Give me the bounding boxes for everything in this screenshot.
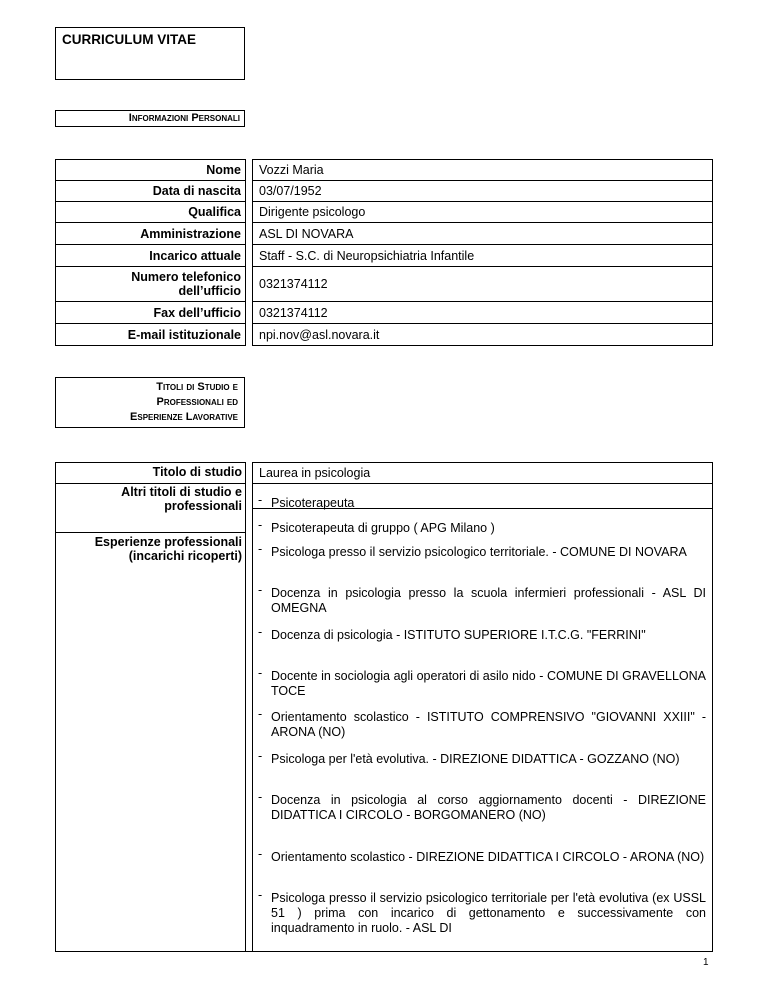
footer-rule [55,951,713,952]
list-item-text: Psicoterapeuta di gruppo ( APG Milano ) [271,521,495,535]
list-item [253,847,712,865]
list-item-text: Psicologa presso il servizio psicologico territoriale per l'età evolutiva (ex USSL 51 ) prima con incarico di gettonamento e successivamente con inquadramento in ruolo. - ASL DI [271,891,706,935]
list-item [253,666,712,699]
value-data-nascita: 03/07/1952 [252,180,713,202]
list-dash: - [258,518,263,532]
list-item [253,707,712,740]
list-item [253,790,712,823]
label-email: E-mail istituzionale [55,323,246,346]
experience-list [252,483,713,951]
list-item-text: Docente in sociologia agli operatori di asilo nido - COMUNE DI GRAVELLONA TOCE [271,669,706,698]
list-dash: - [258,888,263,902]
list-dash: - [258,542,263,556]
list-item-text: Docenza di psicologia - ISTITUTO SUPERIORE I.T.C.G. "FERRINI" [271,628,646,642]
label-altri-titoli-line1: Altri titoli di studio e [121,485,242,499]
label-altri-titoli [55,485,246,513]
list-dash: - [258,583,263,597]
value-incarico: Staff - S.C. di Neuropsichiatria Infantile [252,244,713,267]
list-dash: - [258,493,263,507]
list-item-text: Docenza in psicologia presso la scuola infermieri professionali - ASL DI OMEGNA [271,586,706,615]
list-item-text: Psicologa per l'età evolutiva. - DIREZIONE DIDATTICA - GOZZANO (NO) [271,752,680,766]
label-qualifica: Qualifica [55,201,246,223]
list-item [253,583,712,616]
list-dash: - [258,707,263,721]
label-telefono-line2: dell’ufficio [178,284,241,298]
value-email: npi.nov@asl.novara.it [252,323,713,346]
list-item-text: Orientamento scolastico - ISTITUTO COMPRENSIVO "GIOVANNI XXIII" - ARONA (NO) [271,710,706,739]
value-divider [252,508,713,509]
list-dash: - [258,847,263,861]
list-item [253,888,712,936]
label-data-nascita: Data di nascita [55,180,246,202]
label-fax: Fax dell’ufficio [55,301,246,324]
list-dash: - [258,790,263,804]
label-altri-titoli-line2: professionali [164,499,242,513]
section-personal-info: Informazioni Personali [55,110,245,127]
list-item-text: Psicoterapeuta [271,496,355,510]
label-divider-1 [55,483,246,484]
label-titolo-studio: Titolo di studio [152,465,242,479]
list-item [253,749,712,767]
section-studies-line3: Esperienze Lavorative [130,411,238,423]
value-nome: Vozzi Maria [252,159,713,181]
list-item-text: Docenza in psicologia al corso aggiornamento docenti - DIREZIONE DIDATTICA I CIRCOLO - BORGOMANERO (NO) [271,793,706,822]
list-dash: - [258,749,263,763]
label-esperienze-line1: Esperienze professionali [94,535,242,549]
value-fax: 0321374112 [252,301,713,324]
list-item [253,625,712,643]
label-nome: Nome [55,159,246,181]
value-amministrazione: ASL DI NOVARA [252,222,713,245]
value-titolo-studio: Laurea in psicologia [252,462,713,484]
list-item [253,542,712,560]
cv-title-box [55,27,245,80]
value-telefono: 0321374112 [252,266,713,302]
list-dash: - [258,625,263,639]
label-esperienze-line2: (incarichi ricoperti) [128,549,242,563]
label-divider-2 [55,532,246,533]
label-incarico: Incarico attuale [55,244,246,267]
section-studies-line1: Titoli di Studio e [156,381,238,393]
list-item [253,518,712,536]
list-item-text: Psicologa presso il servizio psicologico territoriale. - COMUNE DI NOVARA [271,545,687,559]
section-studies-line2: Professionali ed [156,396,238,408]
label-telefono-line1: Numero telefonico [131,270,241,284]
list-dash: - [258,666,263,680]
list-item-text: Orientamento scolastico - DIREZIONE DIDATTICA I CIRCOLO - ARONA (NO) [271,850,705,864]
value-qualifica: Dirigente psicologo [252,201,713,223]
label-amministrazione: Amministrazione [55,222,246,245]
label-telefono [55,266,246,302]
label-esperienze [55,535,246,563]
page-number: 1 [703,957,709,968]
section-studies [55,377,245,428]
cv-title: CURRICULUM VITAE [62,32,196,47]
